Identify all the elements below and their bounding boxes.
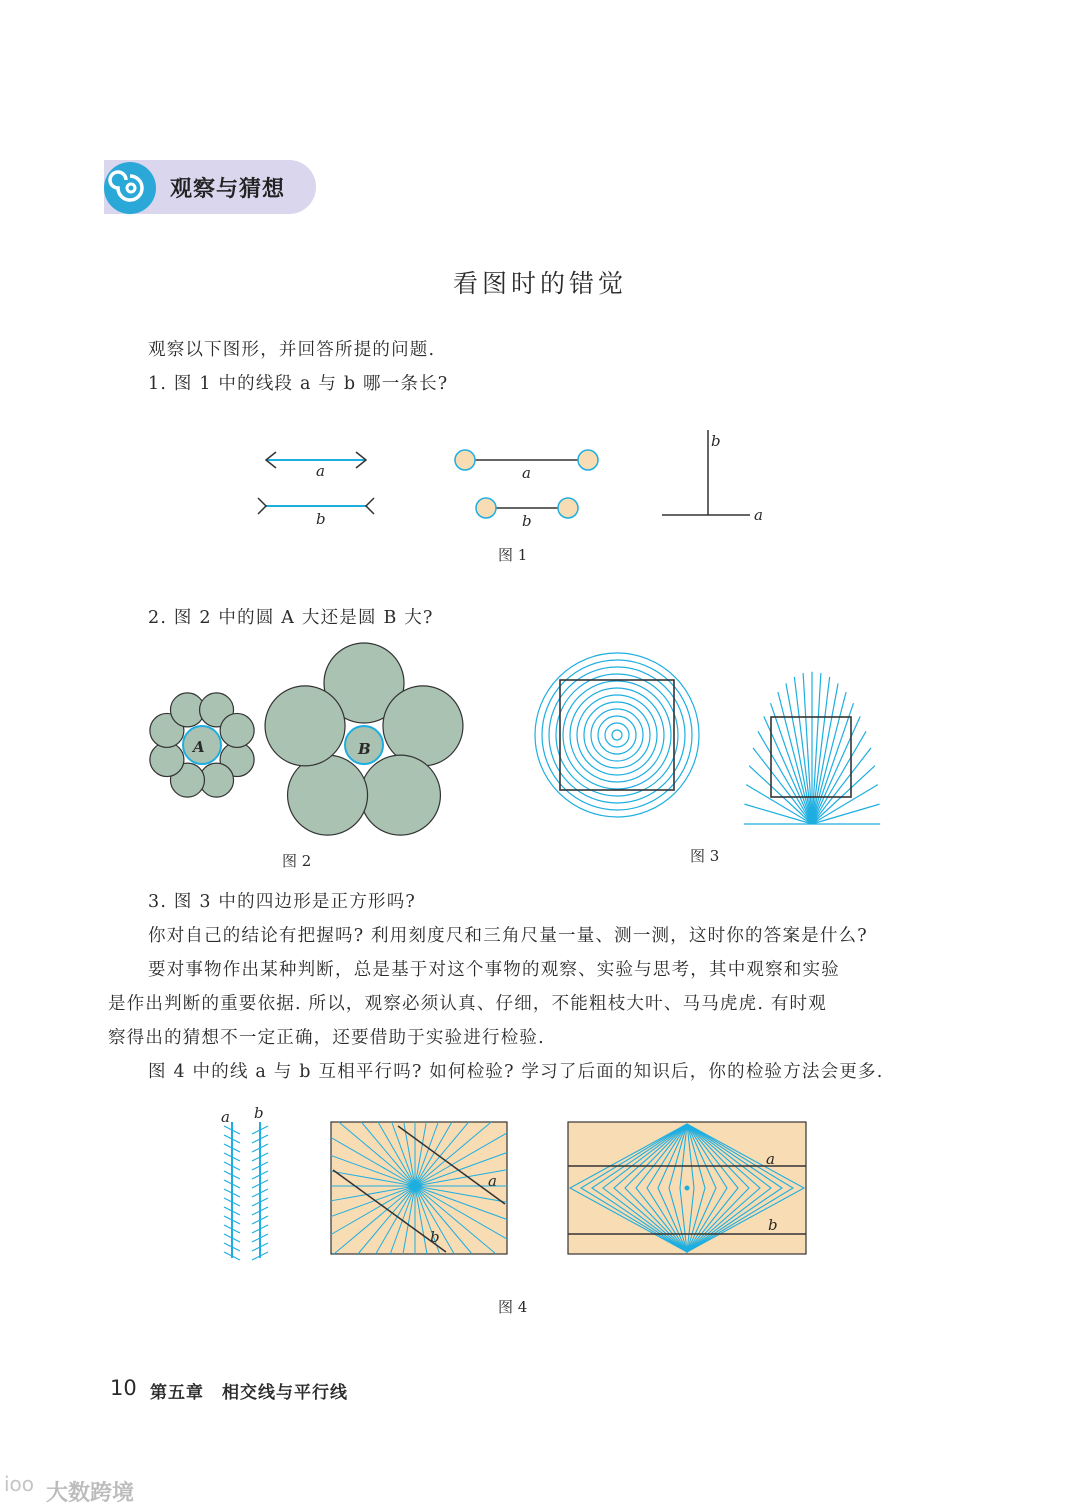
- fig3-ray: [812, 677, 830, 824]
- fig2-caption: 图 2: [282, 852, 312, 870]
- fig4-caption: 图 4: [498, 1298, 528, 1316]
- chapter-title: 第五章 相交线与平行线: [150, 1383, 348, 1403]
- fig4-label-b2: b: [430, 1228, 440, 1246]
- fig1-label-b1: b: [316, 510, 326, 528]
- page-title: 看图时的错觉: [452, 269, 627, 298]
- paragraph-2-line-1: 要对事物作出某种判断，总是基于对这个事物的观察、实验与思考，其中观察和实验: [148, 960, 840, 980]
- fig3-concentric-ring: [563, 681, 671, 789]
- fig1-caption: 图 1: [498, 546, 528, 564]
- fig4-wundt-center: [685, 1186, 690, 1191]
- figure-4: [0, 1100, 1080, 1280]
- fig3-caption: 图 3: [690, 847, 720, 865]
- fig3-ray: [794, 677, 812, 824]
- fig3-concentric-ring: [584, 702, 650, 768]
- figure-3: [0, 660, 1080, 820]
- paragraph-3: 图 4 中的线 a 与 b 互相平行吗? 如何检验? 学习了后面的知识后，你的检验方法会更多.: [148, 1062, 884, 1082]
- fig4-label-a3: a: [766, 1150, 775, 1168]
- fig2-label-A: A: [193, 738, 205, 756]
- fig1-label-a2: a: [522, 464, 531, 482]
- fig3-concentric-ring: [605, 723, 629, 747]
- fig4-label-b1: b: [254, 1104, 264, 1122]
- question-3: 3. 图 3 中的四边形是正方形吗?: [148, 892, 417, 912]
- watermark-text: 大数跨境: [46, 1481, 135, 1506]
- fig4-label-b3: b: [768, 1216, 778, 1234]
- paragraph-1: 你对自己的结论有把握吗? 利用刻度尺和三角尺量一量、测一测，这时你的答案是什么?: [148, 926, 868, 946]
- fig1-label-a3: a: [754, 506, 763, 524]
- paragraph-2-line-2: 是作出判断的重要依据. 所以，观察必须认真、仔细，不能粗枝大叶、马马虎虎. 有时观: [108, 994, 827, 1014]
- fig4-hering-center: [412, 1183, 418, 1189]
- fig3-ray: [746, 785, 812, 824]
- fig3-concentric-ring: [591, 709, 643, 761]
- page-number: 10: [110, 1376, 137, 1400]
- fig3-square-2: [771, 717, 851, 797]
- fig1-label-a1: a: [316, 462, 325, 480]
- fig4-label-a1: a: [221, 1108, 230, 1126]
- question-1: 1. 图 1 中的线段 a 与 b 哪一条长?: [148, 374, 449, 394]
- fig3-concentric-ring: [542, 660, 692, 810]
- fig3-concentric-ring: [598, 716, 636, 754]
- section-title: 观察与猜想: [170, 177, 286, 202]
- fig3-ray: [812, 785, 878, 824]
- fig3-concentric-ring: [577, 695, 657, 775]
- watermark-logo: ioo: [4, 1472, 35, 1496]
- fig3-concentric-ring: [612, 730, 622, 740]
- intro-text: 观察以下图形，并回答所提的问题.: [148, 340, 436, 360]
- fig4-label-a2: a: [488, 1172, 497, 1190]
- fig2-label-B: B: [358, 740, 371, 758]
- swirl-icon: [104, 162, 156, 214]
- paragraph-2-line-3: 察得出的猜想不一定正确，还要借助于实验进行检验.: [108, 1028, 545, 1048]
- fig1-label-b3: b: [711, 432, 721, 450]
- question-2: 2. 图 2 中的圆 A 大还是圆 B 大?: [148, 608, 434, 628]
- figure-1: [0, 420, 1080, 580]
- fig3-concentric-ring: [556, 674, 678, 796]
- fig1-label-b2: b: [522, 512, 532, 530]
